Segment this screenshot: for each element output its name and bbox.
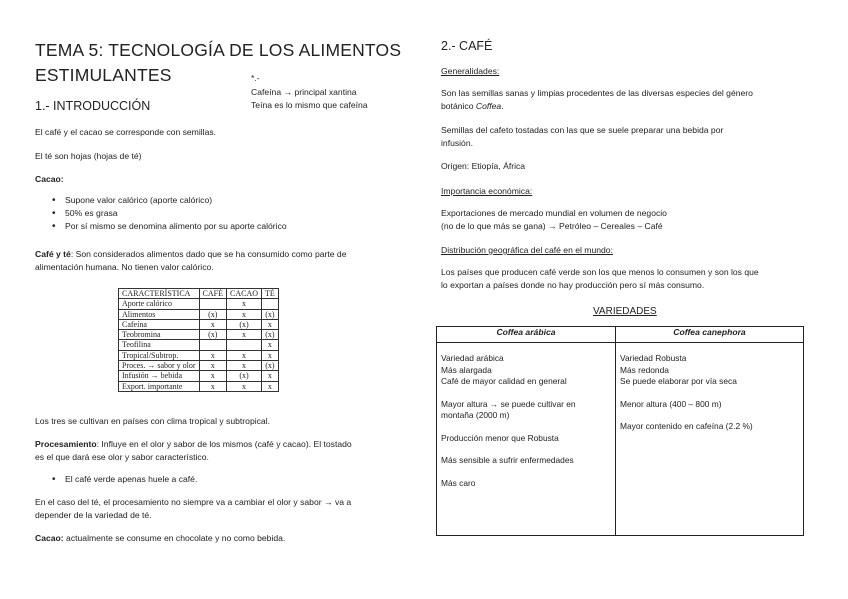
- generalidades-heading: Generalidades:: [441, 66, 500, 76]
- procesamiento-label: Procesamiento: [35, 439, 97, 449]
- cafe-te-text-2: alimentación humana. No tienen valor calórico.: [35, 261, 214, 272]
- list-item: • Por sí mismo se denomina alimento por su aporte calórico: [35, 220, 415, 233]
- te-text-2: depender de la variedad de té.: [35, 509, 152, 520]
- dist-text-1: Los países que producen café verde son los que menos lo consumen y son los que: [441, 267, 759, 277]
- procesamiento-text-2: es el que dará ese olor y sabor característico.: [35, 451, 209, 462]
- table-row: [119, 340, 279, 350]
- imp-text-1: Exportaciones de mercado mundial en volumen de negocio: [441, 208, 667, 218]
- table-cell: x: [262, 350, 279, 360]
- table-header-row: [437, 327, 804, 343]
- list-item: • Supone valor calórico (aporte calórico): [35, 194, 415, 207]
- table-cell: (x): [199, 309, 226, 319]
- table-cell: x: [199, 381, 226, 391]
- arabica-line: Más alargada: [441, 364, 492, 375]
- table-cell: (x): [262, 309, 279, 319]
- cafe-te-label: Café y té: [35, 249, 71, 259]
- cacao-label: Cacao:: [35, 174, 64, 184]
- imp-text-2: (no de lo que más se gana) → Petróleo – Cereales – Café: [441, 220, 663, 231]
- gen-text-2: botánico: [441, 100, 476, 111]
- gen2-text-1: Semillas del cafeto tostadas con las que se suele preparar una bebida por: [441, 125, 724, 135]
- importancia-paragraph: [441, 207, 821, 232]
- table-cell: Teofilina: [119, 340, 200, 350]
- arabica-line: Café de mayor calidad en general: [441, 376, 567, 386]
- te-text-1: En el caso del té, el procesamiento no siempre va a cambiar el olor y sabor → va a: [35, 497, 352, 507]
- table-cell: (x): [227, 371, 262, 381]
- table-cell: Aporte calórico: [119, 299, 200, 309]
- arabica-line: Producción menor que Robusta: [441, 432, 559, 443]
- list-item: • 50% es grasa: [35, 207, 415, 220]
- arabica-line: Variedad arábica: [441, 353, 504, 363]
- canephora-line: Más redonda: [620, 364, 669, 375]
- table-cell: [199, 299, 226, 309]
- gen-text-1: Son las semillas sanas y limpias procedentes de las diversas especies del género: [441, 88, 753, 98]
- table-row: [119, 361, 279, 371]
- table-row: [119, 330, 279, 340]
- cacao-bebida-label: Cacao:: [35, 533, 64, 543]
- table-cell: [227, 340, 262, 350]
- table-cell: x: [227, 381, 262, 391]
- table-cell: x: [262, 340, 279, 350]
- characteristics-table: [118, 288, 279, 392]
- section-heading-intro: 1.- INTRODUCCIÓN: [35, 99, 151, 113]
- table-cell: (x): [199, 330, 226, 340]
- table-cell: x: [262, 319, 279, 329]
- table-cell: x: [199, 319, 226, 329]
- note-line-1: Cafeína → principal xantina: [251, 87, 357, 97]
- intro-paragraph-1: El café y el cacao se corresponde con semillas.: [35, 127, 217, 137]
- cacao-bebida-text: actualmente se consume en chocolate y no como bebida.: [63, 533, 286, 543]
- cafe-te-paragraph: [35, 248, 415, 273]
- coffea-term: Coffea: [475, 100, 502, 111]
- canephora-line: Menor altura (400 – 800 m): [620, 398, 722, 409]
- table-row: [119, 371, 279, 381]
- cafe-te-text: : Son considerados alimentos dado que se ha consumido como parte de: [70, 249, 347, 259]
- table-cell: [262, 299, 279, 309]
- table-header-cell: TÉ: [262, 289, 279, 299]
- section-heading-cafe: 2.- CAFÉ: [441, 39, 493, 53]
- origen-paragraph: Origen: Etiopía, África: [441, 161, 526, 171]
- table-row: [119, 299, 279, 309]
- table-cell: Teobromina: [119, 330, 200, 340]
- clima-paragraph: Los tres se cultivan en países con clima tropical y subtropical.: [35, 416, 271, 426]
- intro-paragraph-2: El té son hojas (hojas de té): [35, 151, 142, 161]
- table-cell: [199, 340, 226, 350]
- table-header-cell: Coffea arábica: [437, 327, 616, 343]
- arabica-line: montaña (2000 m): [441, 410, 510, 420]
- distribucion-heading: Distribución geográfica del café en el mundo:: [441, 245, 613, 255]
- table-cell: x: [227, 299, 262, 309]
- table-cell: x: [227, 361, 262, 371]
- canephora-line: Se puede elaborar por vía seca: [620, 376, 737, 386]
- te-paragraph: [35, 496, 415, 521]
- table-cell: x: [199, 350, 226, 360]
- table-cell: x: [262, 381, 279, 391]
- table-cell: x: [262, 371, 279, 381]
- table-row: [119, 350, 279, 360]
- canephora-cell: [616, 343, 804, 536]
- table-cell: Export. importante: [119, 381, 200, 391]
- list-item: • El café verde apenas huele a café.: [35, 473, 415, 486]
- table-header-cell: Coffea canephora: [616, 327, 804, 343]
- canephora-line: Variedad Robusta: [620, 353, 687, 363]
- cacao-bullet-list: [35, 194, 415, 233]
- dist-text-2: lo exportan a países donde no hay producción pero sí más consumo.: [441, 279, 705, 290]
- distribucion-paragraph: [441, 266, 831, 291]
- table-cell: Alimentos: [119, 309, 200, 319]
- generalidades-paragraph-1: [441, 87, 821, 112]
- variedades-title: VARIEDADES: [593, 306, 657, 317]
- table-cell: Proces. → sabor y olor: [119, 361, 200, 371]
- page-title-line2: ESTIMULANTES: [35, 65, 172, 85]
- procesamiento-bullet-list: [35, 473, 415, 486]
- procesamiento-text: : Influye en el olor y sabor de los mismos (café y cacao). El tostado: [96, 439, 352, 449]
- generalidades-paragraph-2: [441, 124, 821, 149]
- table-cell: x: [227, 330, 262, 340]
- table-cell: x: [227, 350, 262, 360]
- arabica-line: Más caro: [441, 477, 476, 488]
- importancia-heading: Importancia económica:: [441, 186, 533, 196]
- gen-text-end: .: [501, 100, 504, 111]
- note-line-2: Teína es lo mismo que cafeína: [251, 100, 368, 110]
- note-marker: *.-: [251, 73, 260, 83]
- table-cell: (x): [262, 330, 279, 340]
- table-cell: x: [199, 371, 226, 381]
- procesamiento-paragraph: [35, 438, 415, 463]
- table-cell: Infusión → bebida: [119, 371, 200, 381]
- table-header-cell: CARACTERÍSTICA: [119, 289, 200, 299]
- table-header-cell: CACAO: [227, 289, 262, 299]
- table-row: [437, 343, 804, 536]
- variedades-table: [436, 326, 804, 536]
- table-cell: Cafeína: [119, 319, 200, 329]
- table-row: [119, 381, 279, 391]
- table-header-row: [119, 289, 279, 299]
- page-title-line1: TEMA 5: TECNOLOGÍA DE LOS ALIMENTOS: [35, 40, 402, 60]
- table-cell: (x): [262, 361, 279, 371]
- arabica-cell: [437, 343, 616, 536]
- table-row: [119, 309, 279, 319]
- gen2-text-2: infusión.: [441, 137, 474, 148]
- table-cell: x: [227, 309, 262, 319]
- table-cell: Tropical/Subtrop.: [119, 350, 200, 360]
- table-cell: (x): [227, 319, 262, 329]
- arabica-line: Mayor altura → se puede cultivar en: [441, 398, 576, 409]
- table-row: [119, 319, 279, 329]
- cacao-bebida-paragraph: [35, 532, 285, 545]
- canephora-line: Mayor contenido en cafeína (2.2 %): [620, 421, 753, 431]
- arabica-line: Más sensible a sufrir enfermedades: [441, 455, 574, 465]
- table-cell: x: [199, 361, 226, 371]
- table-header-cell: CAFÉ: [199, 289, 226, 299]
